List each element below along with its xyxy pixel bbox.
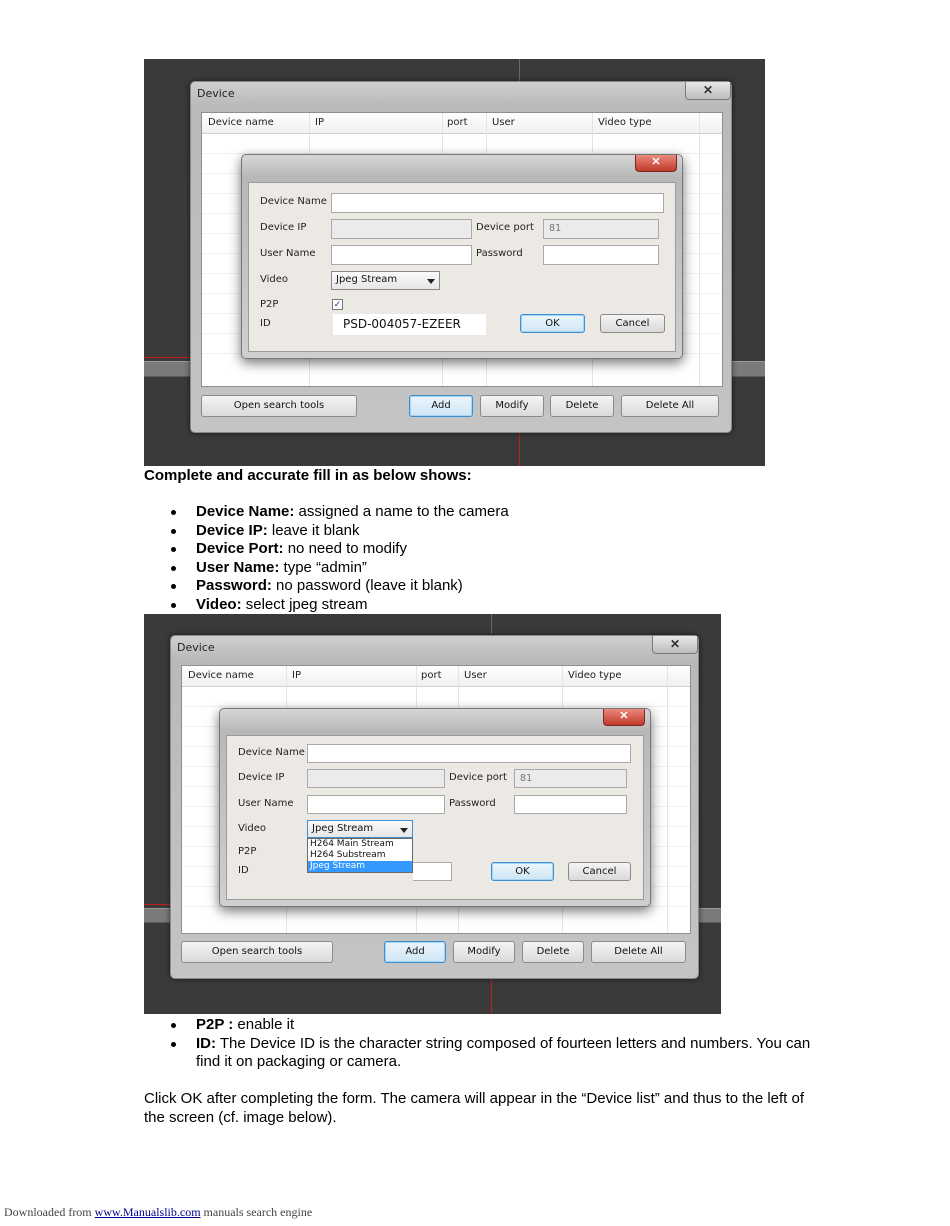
id-label: ID [238,865,249,876]
device-list-header [182,666,690,687]
list-item: Device Port: no need to modify [144,540,824,559]
video-label: Video [238,823,267,834]
video-select[interactable] [331,271,440,290]
password-field[interactable] [543,245,659,265]
list-item: Video: select jpeg stream [144,596,824,615]
bullet-icon [171,547,176,552]
p2p-label: P2P [238,846,257,857]
grid-bar [732,361,765,377]
grid-bar [144,908,172,923]
user-name-label: User Name [238,798,294,809]
delete-all-button[interactable]: Delete All [621,395,719,417]
delete-button[interactable]: Delete [522,941,584,963]
screenshot-device-dialog-1 [144,59,765,466]
modify-button[interactable]: Modify [453,941,515,963]
list-item: User Name: type “admin” [144,559,824,578]
user-name-field[interactable] [331,245,472,265]
bullet-icon [171,566,176,571]
grid-line-red [519,431,520,466]
modify-button[interactable]: Modify [480,395,544,417]
chevron-down-icon [427,279,435,284]
column-device-name[interactable]: Device name [188,670,254,681]
video-label: Video [260,274,289,285]
column-ip[interactable]: IP [315,117,324,128]
grid-line-red [144,357,192,358]
password-label: Password [476,248,523,259]
device-ip-field[interactable] [307,769,445,788]
list-item: Device IP: leave it blank [144,522,824,541]
footer-suffix: manuals search engine [200,1205,313,1219]
user-name-field[interactable] [307,795,445,814]
row-line [182,706,690,707]
close-icon[interactable]: ✕ [685,82,731,100]
window-title: Device [177,641,215,654]
device-port-field[interactable]: 81 [543,219,659,239]
window-title: Device [197,87,235,100]
device-name-field[interactable] [331,193,664,213]
column-device-name[interactable]: Device name [208,117,274,128]
bullet-icon [171,510,176,515]
bullet-icon [171,603,176,608]
id-field[interactable] [413,862,452,881]
column-user[interactable]: User [464,670,487,681]
device-window [170,635,699,979]
p2p-checkbox[interactable]: ✓ [333,299,342,309]
device-window [190,81,732,433]
bullet-icon [171,584,176,589]
ok-button[interactable]: OK [520,314,585,333]
dialog-body [248,182,676,352]
device-name-field[interactable] [307,744,631,763]
delete-button[interactable]: Delete [550,395,614,417]
list-item: P2P : enable it [144,1016,824,1035]
p2p-id-instructions-list [144,1016,824,1072]
manualslib-link[interactable]: www.Manualslib.com [94,1205,201,1219]
open-search-tools-button[interactable]: Open search tools [181,941,333,963]
grid-bar [144,361,192,377]
close-icon[interactable]: ✕ [635,155,677,172]
video-select-value: Jpeg Stream [336,274,398,285]
add-device-dialog [219,708,651,907]
device-ip-label: Device IP [260,222,307,233]
grid-line-red [491,977,492,1014]
list-item: Password: no password (leave it blank) [144,577,824,596]
video-option-jpeg[interactable]: Jpeg Stream [308,861,412,872]
ok-button[interactable]: OK [491,862,554,881]
device-ip-field[interactable] [331,219,472,239]
p2p-label: P2P [260,299,279,310]
grid-line [491,614,492,634]
column-port[interactable]: port [421,670,442,681]
column-user[interactable]: User [492,117,515,128]
grid-line [519,59,520,81]
cancel-button[interactable]: Cancel [600,314,665,333]
footer-prefix: Downloaded from [4,1205,95,1219]
video-select[interactable] [307,820,413,838]
password-field[interactable] [514,795,627,814]
closing-paragraph: Click OK after completing the form. The camera will appear in the “Device list” and thus to the left of the screen (cf. image below). [144,1090,805,1126]
column-ip[interactable]: IP [292,670,301,681]
add-button[interactable]: Add [409,395,473,417]
dialog-body [226,735,644,900]
id-field[interactable]: PSD-004057-EZEER [333,314,486,335]
video-select-value: Jpeg Stream [312,823,374,834]
device-port-label: Device port [449,772,507,783]
user-name-label: User Name [260,248,316,259]
video-option-h264-sub[interactable]: H264 Substream [310,850,386,860]
add-device-dialog [241,154,683,359]
delete-all-button[interactable]: Delete All [591,941,686,963]
cancel-button[interactable]: Cancel [568,862,631,881]
password-label: Password [449,798,496,809]
footer [4,1205,312,1220]
screenshot-device-dialog-2 [144,614,721,1014]
id-label: ID [260,318,271,329]
chevron-down-icon [400,828,408,833]
device-name-label: Device Name [260,196,327,207]
list-item: Device Name: assigned a name to the camera [144,503,824,522]
column-port[interactable]: port [447,117,468,128]
video-options-dropdown [307,838,413,873]
column-video-type[interactable]: Video type [568,670,622,681]
device-port-label: Device port [476,222,534,233]
column-video-type[interactable]: Video type [598,117,652,128]
field-instructions-list [144,503,824,615]
add-button[interactable]: Add [384,941,446,963]
close-icon[interactable]: ✕ [652,636,698,654]
grid-bar [698,908,721,923]
bullet-icon [171,1042,176,1047]
open-search-tools-button[interactable]: Open search tools [201,395,357,417]
bullet-icon [171,529,176,534]
video-option-h264-main[interactable]: H264 Main Stream [310,839,394,849]
device-name-label: Device Name [238,747,305,758]
close-icon[interactable]: ✕ [603,709,645,726]
device-ip-label: Device IP [238,772,285,783]
instructions-heading: Complete and accurate fill in as below shows: [144,467,472,484]
bullet-icon [171,1023,176,1028]
grid-line-red [144,904,172,905]
device-list-header [202,113,722,134]
list-item: ID: The Device ID is the character string composed of fourteen letters and numbers. You can find it on packaging or camera. [144,1035,824,1072]
device-port-field[interactable]: 81 [514,769,627,788]
